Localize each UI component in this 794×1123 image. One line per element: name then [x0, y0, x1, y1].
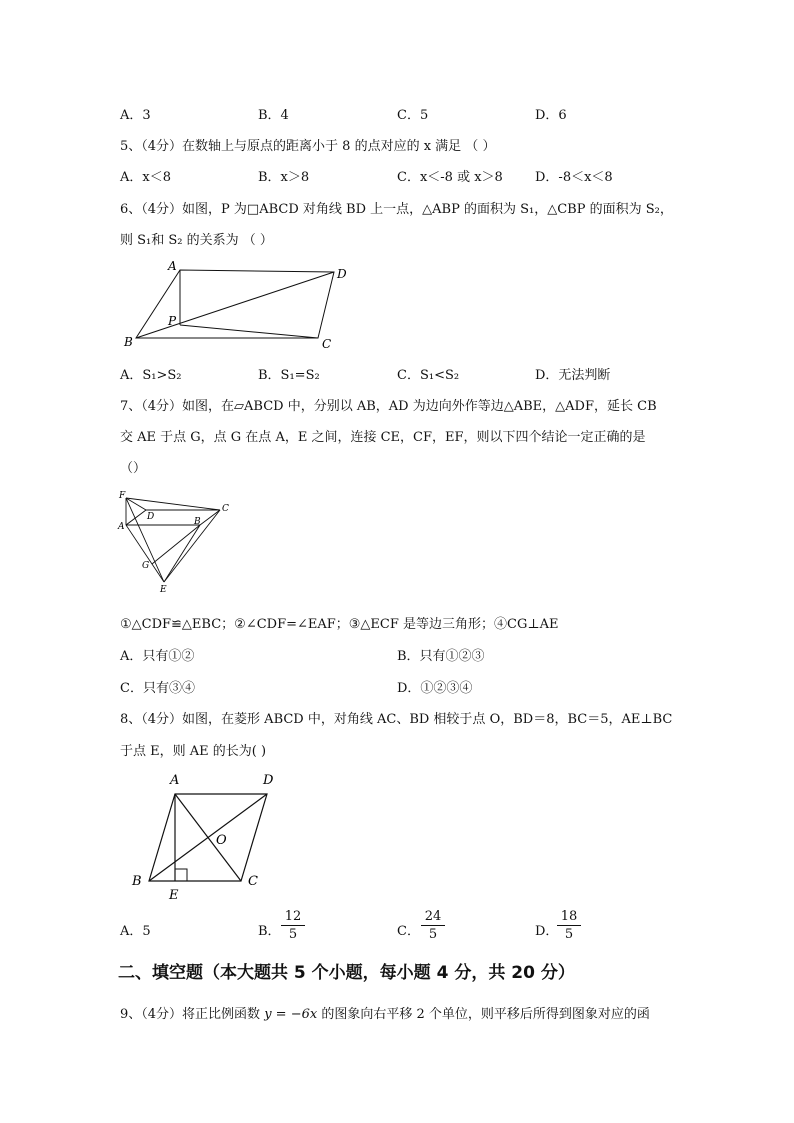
q6-segment-pc [180, 325, 318, 338]
q8-option-d-fraction [557, 909, 581, 944]
q6-label-p: P [168, 314, 177, 328]
q7-option-a: A．只有①② [120, 649, 195, 664]
q8-option-a: A．5 [120, 924, 151, 939]
q6-label-b: B [124, 335, 133, 349]
q4-option-c: C．5 [397, 108, 429, 123]
q8-right-angle-mark [175, 869, 187, 881]
q6-diagonal-bd [136, 272, 334, 338]
q6-label-a: A [168, 259, 177, 273]
q5-option-c: C．x＜-8 或 x＞8 [397, 170, 503, 185]
q8-option-c-fraction [421, 909, 445, 944]
q6-label-c: C [322, 337, 332, 351]
q5-stem: 5、（4分）在数轴上与原点的距离小于 8 的点对应的 x 满足 （ ） [120, 139, 496, 154]
q7-label-e: E [160, 585, 167, 595]
q8-option-c-numerator: 24 [421, 909, 445, 926]
q7-label-a: A [118, 522, 125, 532]
q4-option-d: D．6 [535, 108, 567, 123]
q7-stem-line3: （） [120, 461, 147, 476]
q4-option-a: A．3 [120, 108, 151, 123]
q7-stem-line1: 7、（4分）如图，在▱ABCD 中，分别以 AB，AD 为边向外作等边△ABE，△ADF，延长 CB [120, 399, 657, 414]
q8-option-d-numerator: 18 [557, 909, 581, 926]
q9-prefix: 9、（4分）将正比例函数 [120, 1007, 261, 1022]
q5-option-d: D．-8＜x＜8 [535, 170, 613, 185]
q5-option-b: B．x＞8 [258, 170, 310, 185]
q8-option-b-fraction [281, 909, 305, 944]
q8-label-c: C [248, 874, 258, 889]
q6-parallelogram-figure [118, 258, 358, 353]
q7-label-c: C [222, 504, 229, 514]
q9-stem [120, 1003, 650, 1022]
q8-option-c-prefix: C． [397, 924, 420, 939]
q4-option-b: B．4 [258, 108, 289, 123]
q9-suffix: 的图象向右平移 2 个单位，则平移后所得到图象对应的函 [321, 1007, 650, 1022]
q7-label-d: D [147, 512, 155, 522]
q7-stem-line2: 交 AE 于点 G，点 G 在点 A，E 之间，连接 CE，CF，EF，则以下四个结论一定正确的是 [120, 430, 646, 445]
q7-figure [116, 488, 241, 596]
q6-option-d: D．无法判断 [535, 368, 611, 383]
q8-option-b-denominator: 5 [288, 927, 298, 942]
q6-label-d: D [337, 267, 347, 281]
q7-label-g: G [142, 561, 150, 571]
q7-option-b: B．只有①②③ [397, 649, 485, 664]
section-2-title: 二、填空题（本大题共 5 个小题，每小题 4 分，共 20 分） [118, 963, 575, 983]
q8-label-a: A [170, 773, 180, 788]
q8-stem-line1: 8、（4分）如图，在菱形 ABCD 中，对角线 AC、BD 相较于点 O，BD＝8，BC＝5，AE⊥BC [120, 712, 673, 727]
q8-option-b-numerator: 12 [281, 909, 305, 926]
q7-option-d: D．①②③④ [397, 681, 473, 696]
q8-stem-line2: 于点 E，则 AE 的长为( ) [120, 744, 267, 759]
q8-label-d: D [263, 773, 274, 788]
q8-label-b: B [132, 874, 142, 889]
q9-formula: y = −6x [264, 1007, 318, 1022]
q8-label-e: E [169, 888, 179, 903]
q8-option-b-prefix: B． [258, 924, 281, 939]
q8-rhombus-figure [124, 768, 284, 903]
q8-option-d-prefix: D． [535, 924, 559, 939]
q6-stem-line1: 6、（4分）如图，P 为□ABCD 对角线 BD 上一点，△ABP 的面积为 S₁，△CBP 的面积为 S₂， [120, 202, 673, 217]
q7-option-c: C．只有③④ [120, 681, 195, 696]
q6-option-c: C．S₁<S₂ [397, 368, 460, 383]
q8-option-c-denominator: 5 [428, 927, 438, 942]
q8-diagonal-bd [149, 794, 267, 881]
q6-option-a: A．S₁>S₂ [120, 368, 182, 383]
q6-option-b: B．S₁=S₂ [258, 368, 320, 383]
q7-label-b: B [194, 517, 201, 527]
q6-stem-line2: 则 S₁和 S₂ 的关系为 （ ） [120, 233, 273, 248]
q7-conclusions: ①△CDF≌△EBC；②∠CDF=∠EAF；③△ECF 是等边三角形；④CG⊥AE [120, 617, 559, 632]
q8-label-o: O [216, 833, 227, 848]
q7-label-f: F [119, 491, 126, 501]
q5-option-a: A．x＜8 [120, 170, 171, 185]
q8-option-d-denominator: 5 [564, 927, 574, 942]
